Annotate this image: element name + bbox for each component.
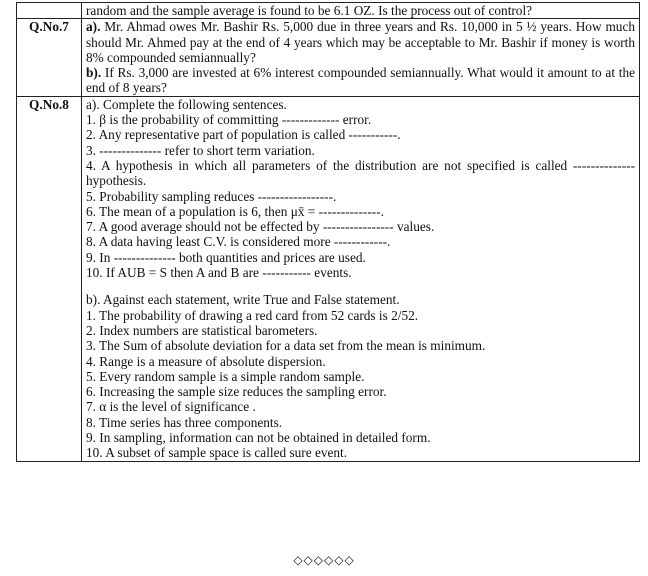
question-7-part-b	[86, 65, 635, 96]
question-7-body	[82, 19, 640, 96]
true-false-item: 1. The probability of drawing a red card from 52 cards is 2/52.	[86, 307, 419, 323]
part-a-label: a).	[86, 19, 101, 35]
part-b-label: b).	[86, 65, 102, 81]
empty-number-cell	[17, 3, 82, 19]
fill-blank-item: 6. The mean of a population is 6, then μx̄ = --------------.	[86, 203, 384, 219]
true-false-item: 7. α is the level of significance .	[86, 399, 256, 415]
fill-blank-item: 5. Probability sampling reduces -----------------.	[86, 188, 337, 204]
questions-table	[16, 2, 640, 462]
previous-question-continuation: random and the sample average is found to be 6.1 OZ. Is the process out of control?	[82, 3, 640, 19]
question-7-row	[17, 19, 640, 96]
question-7-number: Q.No.7	[17, 19, 82, 96]
true-false-item: 8. Time series has three components.	[86, 414, 283, 430]
fill-blank-item: 3. -------------- refer to short term variation.	[86, 142, 315, 158]
fill-blank-item: 8. A data having least C.V. is considered more ------------.	[86, 234, 391, 250]
true-false-item: 3. The Sum of absolute deviation for a data set from the mean is minimum.	[86, 338, 486, 354]
question-7-part-a	[86, 19, 635, 65]
previous-question-row	[17, 3, 640, 19]
question-8-row	[17, 96, 640, 461]
question-sheet	[16, 2, 640, 462]
part-b-heading: b). Against each statement, write True and False statement.	[86, 292, 400, 308]
end-ornament: ◇◇◇◇◇◇	[293, 553, 355, 567]
true-false-item: 10. A subset of sample space is called sure event.	[86, 445, 348, 461]
fill-blank-item: 7. A good average should not be effected by ---------------- values.	[86, 219, 435, 235]
fill-blank-item: 9. In -------------- both quantities and prices are used.	[86, 249, 366, 265]
question-8-number: Q.No.8	[17, 96, 82, 461]
part-a-text: Mr. Ahmad owes Mr. Bashir Rs. 5,000 due in three years and Rs. 10,000 in 5 ½ years. How much should Mr. Ahmed pay at the end of 4 years which may be acceptable to Mr. Bashir if money is worth 8% compounded semiannually?	[86, 19, 635, 65]
true-false-item: 6. Increasing the sample size reduces the sampling error.	[86, 384, 387, 400]
true-false-item: 5. Every random sample is a simple random sample.	[86, 368, 365, 384]
part-a-heading: a). Complete the following sentences.	[86, 96, 287, 112]
question-8-body	[82, 96, 640, 461]
fill-blank-item: 10. If AUB = S then A and B are ----------- events.	[86, 265, 352, 281]
true-false-item: 9. In sampling, information can not be obtained in detailed form.	[86, 430, 431, 446]
fill-blank-item: 2. Any representative part of population is called -----------.	[86, 127, 401, 143]
part-b-text: If Rs. 3,000 are invested at 6% interest compounded semiannually. What would it amount to at the end of 8 years?	[86, 65, 635, 96]
true-false-item: 4. Range is a measure of absolute dispersion.	[86, 353, 326, 369]
section-spacer	[86, 280, 635, 292]
fill-blank-item: 4. A hypothesis in which all parameters of the distribution are not specified is called -------------- hypothesis.	[86, 157, 635, 189]
fill-blank-item: 1. β is the probability of committing ------------- error.	[86, 112, 372, 128]
true-false-item: 2. Index numbers are statistical barometers.	[86, 322, 318, 338]
